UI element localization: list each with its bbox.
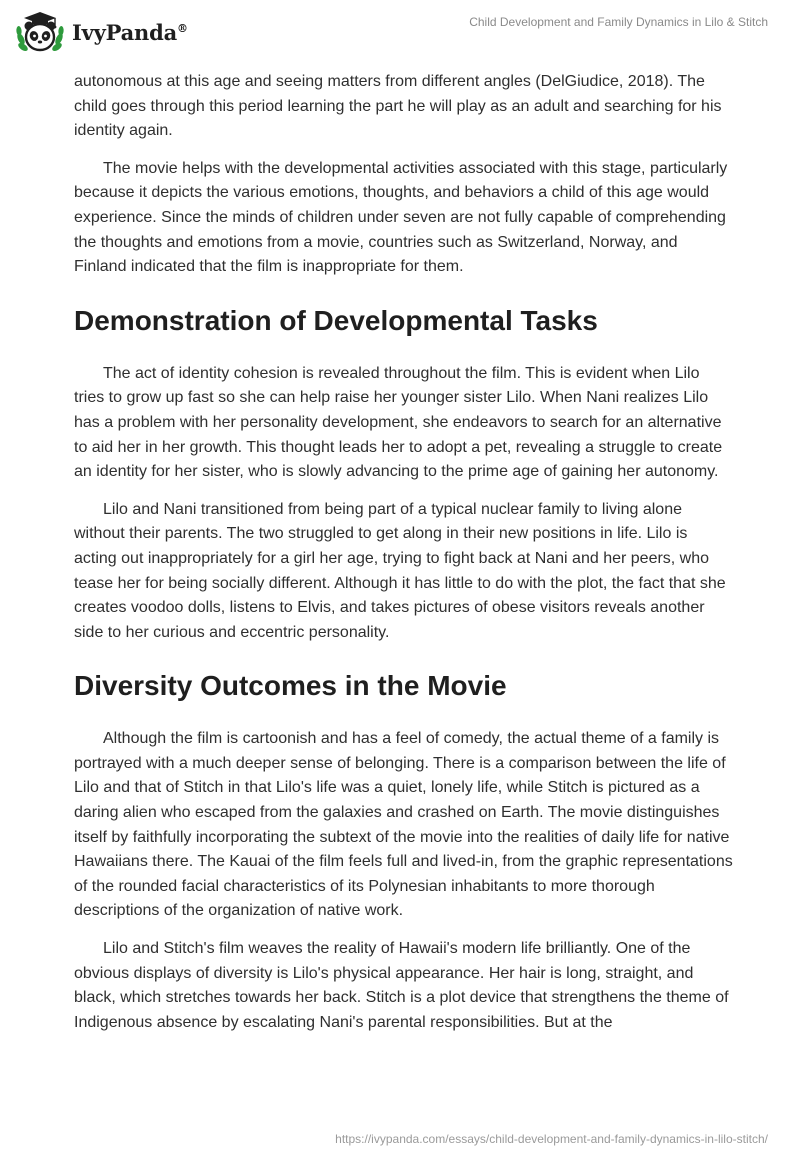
document-title: Child Development and Family Dynamics in Lilo & Stitch [469, 15, 768, 29]
registered-mark: ® [177, 21, 188, 35]
paragraph-4: Lilo and Nani transitioned from being part of a typical nuclear family to living alone without their parents. The two struggled to get along in their new positions in life. Lilo is acting out inappropriately for a girl her age, trying to fight back at Nani and her peers, who tease her for being socially different. Although it has little to do with the plot, the fact that she creates voodoo dolls, listens to Elvis, and takes pictures of obese visitors reveals another side to her curious and eccentric personality. [74, 500, 726, 641]
page-header [0, 0, 800, 60]
source-url[interactable]: https://ivypanda.com/essays/child-development-and-family-dynamics-in-lilo-stitch/ [335, 1132, 768, 1146]
section-heading-diversity-outcomes: Diversity Outcomes in the Movie [74, 670, 507, 702]
essay-body [74, 70, 734, 1048]
paragraph-3: The act of identity cohesion is revealed throughout the film. This is evident when Lilo tries to grow up fast so she can help raise her younger sister Lilo. When Nani realizes Lilo has a problem with her personality development, she endeavors to search for an alternative to aid her in her growth. This thought leads her to adopt a pet, revealing a struggle to create an identity for her sister, who is slowly advancing to the prime age of gaining her autonomy. [74, 364, 723, 481]
logo-text: IvyPanda® [72, 19, 188, 45]
ivypanda-logo[interactable] [14, 9, 188, 55]
paragraph-1: autonomous at this age and seeing matters from different angles (DelGiudice, 2018). The child goes through this period learning the part he will play as an adult and searching for his identity again. [74, 73, 722, 140]
paragraph-5: Although the film is cartoonish and has a feel of comedy, the actual theme of a family is portrayed with a much deeper sense of belonging. There is a comparison between the life of Lilo and that of Stitch in that Lilo's life was a quiet, lonely life, while Stitch is pictured as a daring alien who escaped from the galaxies and crashed on Earth. The movie distinguishes itself by faithfully incorporating the subtext of the movie into the realities of daily life for native Hawaiians there. The Kauai of the film feels full and lived-in, from the graphic representations of the rounded facial characteristics of its Polynesian inhabitants to more thorough descriptions of the organization of native work. [74, 730, 733, 920]
panda-graduate-icon [14, 9, 66, 55]
paragraph-2: The movie helps with the developmental activities associated with this stage, particularly because it depicts the various emotions, thoughts, and behaviors a child of this age would experience. Since the minds of children under seven are not fully capable of comprehending the thoughts and emotions from a movie, countries such as Switzerland, Norway, and Finland indicated that the film is inappropriate for them. [74, 159, 728, 276]
section-heading-developmental-tasks: Demonstration of Developmental Tasks [74, 304, 598, 336]
paragraph-6: Lilo and Stitch's film weaves the reality of Hawaii's modern life brilliantly. One of the obvious displays of diversity is Lilo's physical appearance. Her hair is long, straight, and black, which stretches towards her back. Stitch is a plot device that strengthens the theme of Indigenous absence by escalating Nani's parental responsibilities. But at the [74, 940, 729, 1031]
